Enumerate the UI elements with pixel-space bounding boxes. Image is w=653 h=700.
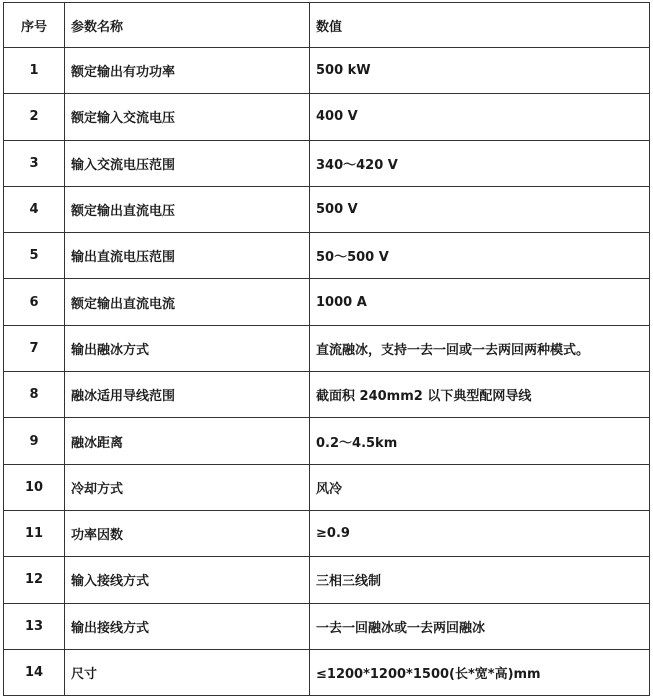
table-row	[4, 94, 650, 140]
table-row	[4, 372, 650, 418]
table-header-row	[4, 3, 650, 48]
header-param-name: 参数名称	[65, 3, 310, 48]
table-row	[4, 649, 650, 695]
row-param-name: 尺寸	[65, 649, 310, 695]
table-row	[4, 186, 650, 232]
row-index: 9	[4, 418, 65, 464]
row-value: 三相三线制	[310, 557, 650, 603]
table-row	[4, 510, 650, 556]
row-param-name: 功率因数	[65, 510, 310, 556]
row-value: 50～500 V	[310, 233, 650, 279]
row-index: 7	[4, 325, 65, 371]
row-value: 0.2～4.5km	[310, 418, 650, 464]
parameter-table	[3, 2, 650, 696]
table-row	[4, 233, 650, 279]
row-value: 340～420 V	[310, 140, 650, 186]
row-value: 500 V	[310, 186, 650, 232]
row-value: ≤1200*1200*1500(长*宽*高)mm	[310, 649, 650, 695]
row-param-name: 融冰适用导线范围	[65, 372, 310, 418]
row-param-name: 输出融冰方式	[65, 325, 310, 371]
row-value: 直流融冰，支持一去一回或一去两回两种模式。	[310, 325, 650, 371]
row-value: ≥0.9	[310, 510, 650, 556]
row-index: 3	[4, 140, 65, 186]
row-param-name: 输入接线方式	[65, 557, 310, 603]
table-row	[4, 603, 650, 649]
row-value: 500 kW	[310, 48, 650, 94]
row-index: 13	[4, 603, 65, 649]
row-param-name: 冷却方式	[65, 464, 310, 510]
row-index: 10	[4, 464, 65, 510]
header-value: 数值	[310, 3, 650, 48]
row-param-name: 额定输入交流电压	[65, 94, 310, 140]
row-value: 一去一回融冰或一去两回融冰	[310, 603, 650, 649]
table-row	[4, 325, 650, 371]
row-param-name: 融冰距离	[65, 418, 310, 464]
row-index: 4	[4, 186, 65, 232]
header-index: 序号	[4, 3, 65, 48]
row-value: 风冷	[310, 464, 650, 510]
row-param-name: 额定输出直流电流	[65, 279, 310, 325]
row-index: 11	[4, 510, 65, 556]
row-value: 截面积 240mm2 以下典型配网导线	[310, 372, 650, 418]
row-index: 14	[4, 649, 65, 695]
table-row	[4, 279, 650, 325]
row-index: 1	[4, 48, 65, 94]
row-param-name: 输出直流电压范围	[65, 233, 310, 279]
table-row	[4, 140, 650, 186]
table-row	[4, 418, 650, 464]
row-index: 6	[4, 279, 65, 325]
table-row	[4, 464, 650, 510]
row-param-name: 额定输出有功功率	[65, 48, 310, 94]
table-row	[4, 48, 650, 94]
row-param-name: 额定输出直流电压	[65, 186, 310, 232]
table-row	[4, 557, 650, 603]
row-index: 8	[4, 372, 65, 418]
row-index: 12	[4, 557, 65, 603]
row-value: 1000 A	[310, 279, 650, 325]
row-param-name: 输入交流电压范围	[65, 140, 310, 186]
row-param-name: 输出接线方式	[65, 603, 310, 649]
row-value: 400 V	[310, 94, 650, 140]
row-index: 2	[4, 94, 65, 140]
row-index: 5	[4, 233, 65, 279]
